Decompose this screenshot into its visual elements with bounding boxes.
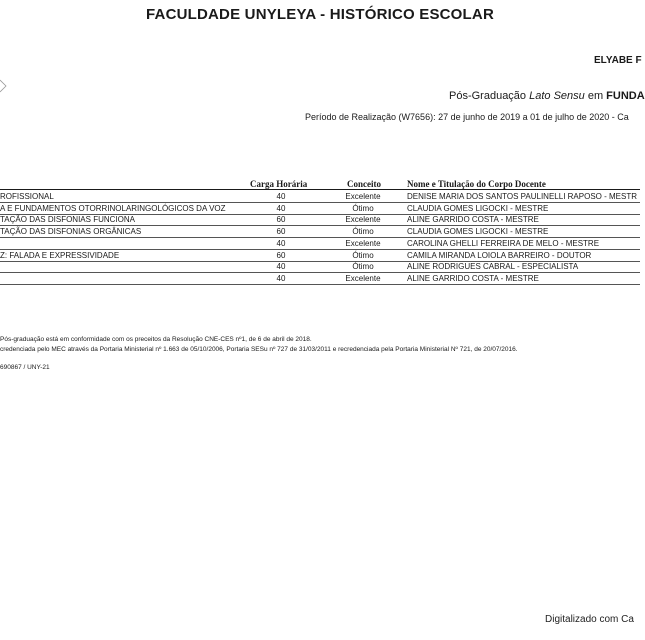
row-grade: Excelente	[345, 238, 381, 248]
row-faculty: CLAUDIA GOMES LIGOCKI - MESTRE	[407, 203, 549, 213]
row-hours: 60	[276, 227, 286, 237]
table-row	[0, 239, 640, 250]
row-hours: 40	[276, 203, 286, 213]
table-row	[0, 274, 640, 285]
row-grade: Excelente	[345, 215, 381, 225]
row-hours: 40	[276, 238, 286, 248]
table-row	[0, 262, 640, 273]
program-prefix: Pós-Graduação	[449, 90, 530, 102]
column-header-hours: Carga Horária	[250, 179, 308, 189]
row-discipline: TAÇÃO DAS DISFONIAS FUNCIONA	[0, 215, 135, 225]
header-rule	[0, 189, 640, 190]
row-faculty: ALINE GARRIDO COSTA - MESTRE	[407, 273, 539, 283]
row-discipline: TAÇÃO DAS DISFONIAS ORGÂNICAS	[0, 227, 142, 237]
student-name: ELYABE F	[594, 55, 642, 66]
period-line: Período de Realização (W7656): 27 de junho de 2019 a 01 de julho de 2020 - Ca	[305, 112, 629, 122]
row-hours: 40	[276, 262, 286, 272]
table-row	[0, 192, 640, 203]
row-hours: 60	[276, 250, 286, 260]
row-hours: 40	[276, 273, 286, 283]
row-rule	[0, 284, 640, 285]
row-discipline: Z: FALADA E EXPRESSIVIDADE	[0, 250, 120, 260]
row-faculty: ALINE GARRIDO COSTA - MESTRE	[407, 215, 539, 225]
footer-document-code: 690867 / UNY-21	[0, 364, 50, 371]
table-row	[0, 204, 640, 215]
footer-note-resolution: Pós-graduação está em conformidade com os preceitos da Resolução CNE-CES nº1, de 6 de abril de 2018.	[0, 336, 312, 343]
row-grade: Excelente	[345, 273, 381, 283]
row-faculty: CLAUDIA GOMES LIGOCKI - MESTRE	[407, 227, 549, 237]
column-header-grade: Conceito	[347, 179, 381, 189]
row-hours: 40	[276, 192, 286, 201]
row-faculty: CAMILA MIRANDA LOIOLA BARREIRO - DOUTOR	[407, 250, 592, 260]
row-grade: Ótimo	[352, 262, 374, 272]
row-grade: Excelente	[345, 192, 381, 201]
scan-watermark: Digitalizado com Ca	[545, 614, 634, 625]
program-name: FUNDA	[606, 90, 645, 102]
row-faculty: ALINE RODRIGUES CABRAL - ESPECIALISTA	[407, 262, 579, 272]
column-header-faculty: Nome e Titulação do Corpo Docente	[407, 179, 546, 189]
row-discipline: ROFISSIONAL	[0, 192, 54, 201]
program-line	[449, 90, 645, 102]
row-faculty: DENISE MARIA DOS SANTOS PAULINELLI RAPOSO - MESTR	[407, 192, 637, 201]
program-emphasis: Lato Sensu	[529, 90, 585, 102]
table-row	[0, 215, 640, 226]
row-grade: Ótimo	[352, 203, 374, 213]
row-faculty: CAROLINA GHELLI FERREIRA DE MELO - MESTRE	[407, 238, 600, 248]
row-discipline: A E FUNDAMENTOS OTORRINOLARINGOLÓGICOS DA VOZ	[0, 203, 226, 213]
program-mid: em	[584, 90, 607, 102]
row-grade: Ótimo	[352, 250, 374, 260]
footer-note-accreditation: credenciada pelo MEC através da Portaria Ministerial nº 1.663 de 05/10/2006, Portaria SESu nº 727 de 31/03/2011 e recredenciada pela Portaria Ministerial Nº 721, de 20/07/2016.	[0, 346, 518, 353]
document-title: FACULDADE UNYLEYA - HISTÓRICO ESCOLAR	[146, 6, 494, 23]
row-hours: 60	[276, 215, 286, 225]
row-grade: Ótimo	[352, 227, 374, 237]
corner-mark	[0, 78, 9, 94]
table-row	[0, 251, 640, 262]
table-row	[0, 227, 640, 238]
